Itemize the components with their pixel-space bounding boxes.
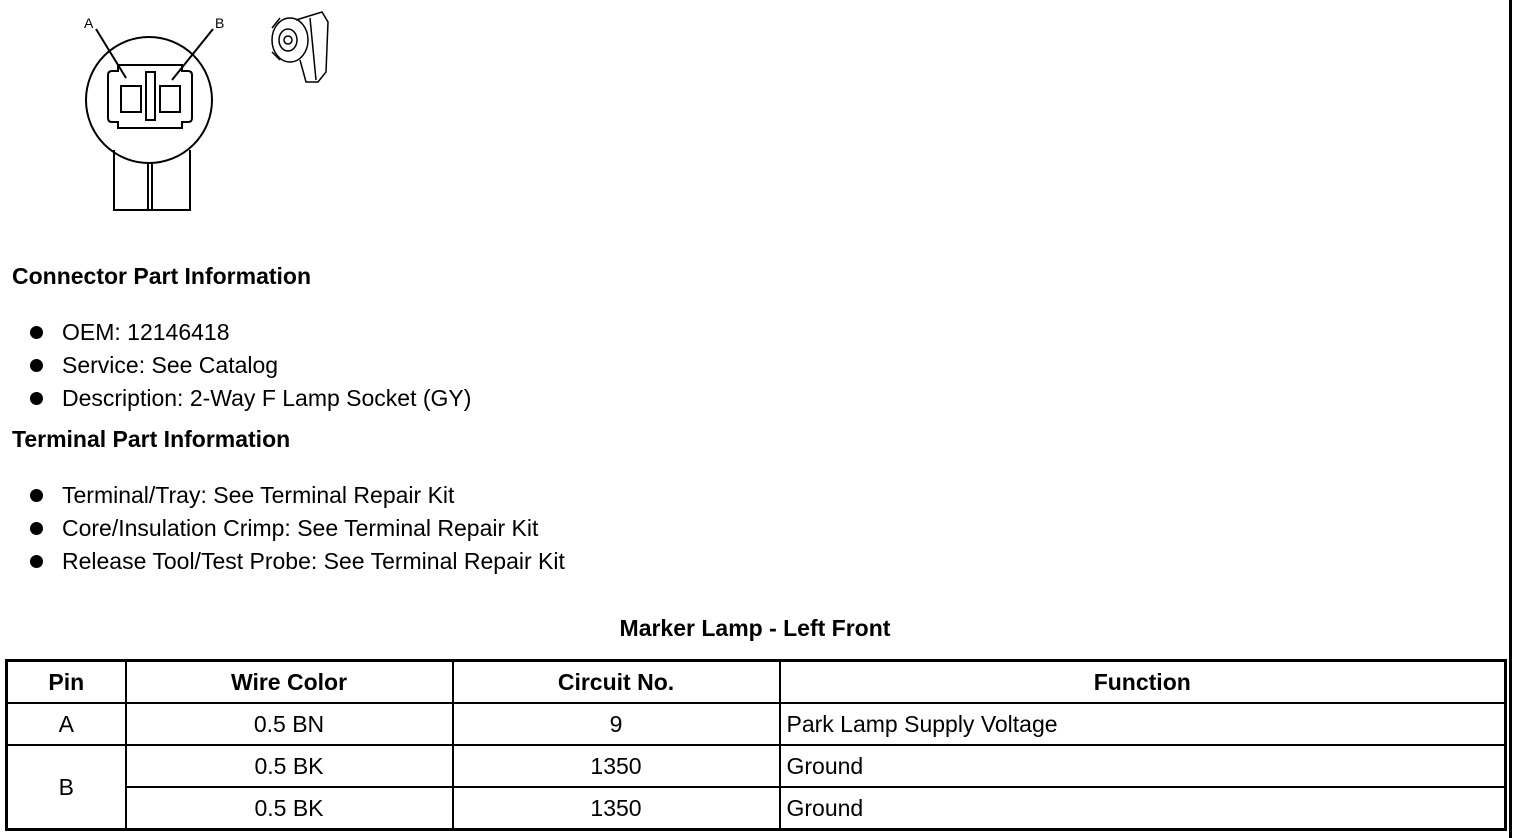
list-item: [0, 316, 471, 349]
pin-table: [5, 659, 1507, 831]
list-item: [0, 382, 471, 415]
pin-label-a: A: [84, 15, 94, 31]
cell-function: Ground: [780, 745, 1506, 787]
page-border-right: [1509, 0, 1512, 838]
list-item: [0, 512, 565, 545]
list-item-text: OEM: 12146418: [62, 319, 230, 345]
bullet-icon: [30, 326, 43, 339]
bullet-icon: [30, 392, 43, 405]
pin-table-title: Marker Lamp - Left Front: [619, 615, 891, 641]
list-item-text: Terminal/Tray: See Terminal Repair Kit: [62, 482, 455, 508]
list-item-text: Description: 2-Way F Lamp Socket (GY): [62, 385, 472, 411]
cell-function: Park Lamp Supply Voltage: [780, 703, 1506, 745]
header-wire-color: Wire Color: [126, 661, 453, 704]
terminal-a: [121, 86, 141, 112]
bullet-icon: [30, 359, 43, 372]
cell-function: Ground: [780, 787, 1506, 830]
cell-circuit: 1350: [453, 787, 780, 830]
header-circuit: Circuit No.: [453, 661, 780, 704]
connector-diagram: [0, 0, 360, 220]
list-item-text: Service: See Catalog: [62, 352, 279, 378]
connector-info-list: [0, 316, 471, 415]
terminal-b: [160, 86, 180, 112]
cell-circuit: 9: [453, 703, 780, 745]
list-item: [0, 545, 565, 578]
cell-pin: A: [7, 703, 126, 745]
bullet-icon: [30, 522, 43, 535]
cell-wire-color: 0.5 BN: [126, 703, 453, 745]
socket-outline: [86, 37, 212, 163]
table-header-row: [7, 661, 1506, 704]
cell-circuit: 1350: [453, 745, 780, 787]
terminal-info-list: [0, 479, 565, 578]
header-function: Function: [780, 661, 1506, 704]
pin-label-b: B: [215, 15, 225, 31]
table-row: [7, 703, 1506, 745]
bullet-icon: [30, 555, 43, 568]
header-pin: Pin: [7, 661, 126, 704]
bullet-icon: [30, 489, 43, 502]
cell-wire-color: 0.5 BK: [126, 787, 453, 830]
socket-thumbnail: [272, 12, 328, 82]
cell-pin: B: [7, 745, 126, 830]
table-row: [7, 745, 1506, 787]
center-key: [146, 72, 155, 120]
list-item: [0, 479, 565, 512]
list-item-text: Release Tool/Test Probe: See Terminal Repair Kit: [62, 548, 565, 574]
list-item-text: Core/Insulation Crimp: See Terminal Repair Kit: [62, 515, 539, 541]
connector-info-title: Connector Part Information: [12, 263, 312, 289]
cell-wire-color: 0.5 BK: [126, 745, 453, 787]
terminal-info-title: Terminal Part Information: [12, 426, 291, 452]
table-row: [7, 787, 1506, 830]
list-item: [0, 349, 471, 382]
